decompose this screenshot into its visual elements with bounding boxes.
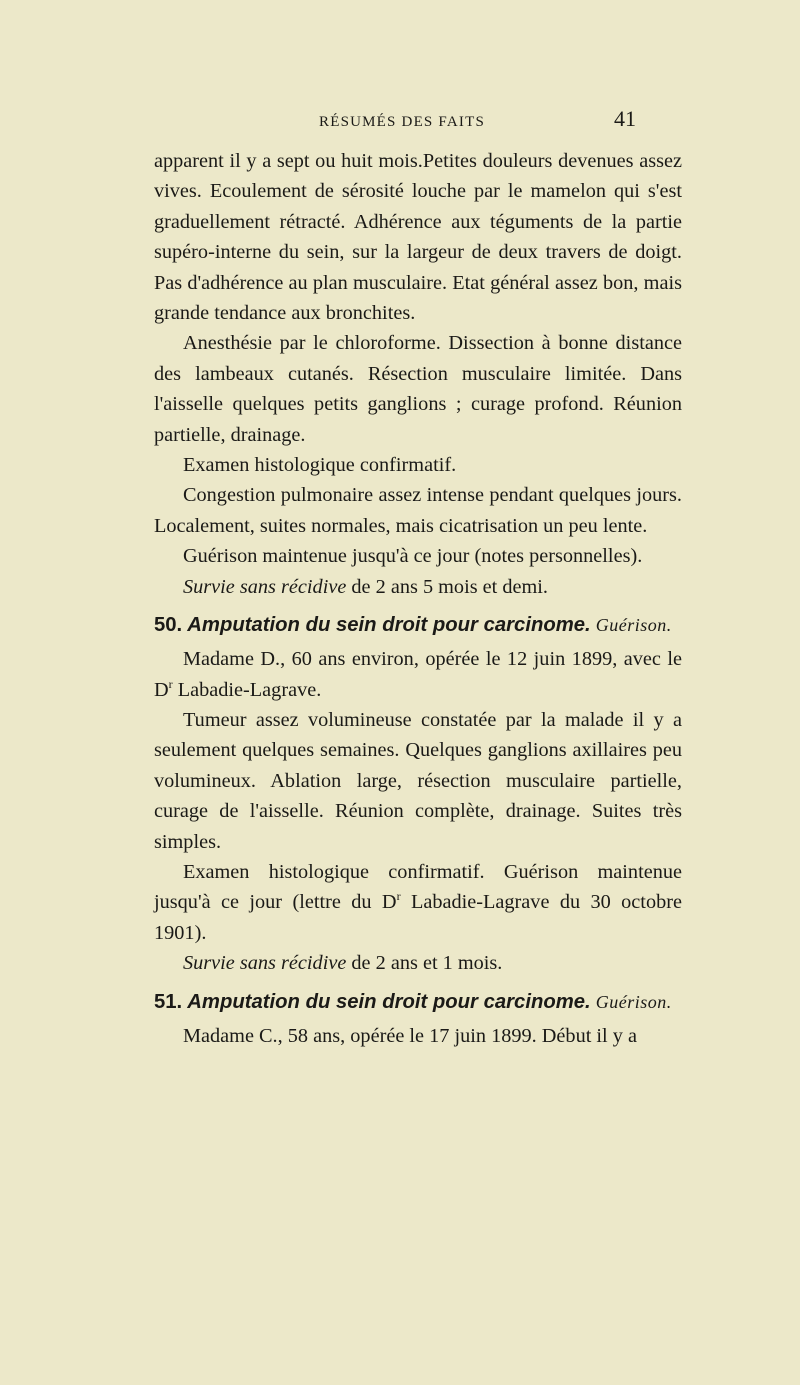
paragraph: Examen histologique confirmatif. — [183, 454, 457, 477]
survival-duration: de 2 ans et 1 mois. — [346, 952, 503, 975]
paragraph: Congestion pulmonaire assez intense pendant quelques jours. Localement, suites normales, mais cicatrisation un peu lente. — [154, 484, 682, 537]
survival-line — [154, 572, 682, 602]
case-number: 51. — [154, 990, 183, 1013]
survival-duration: de 2 ans 5 mois et demi. — [346, 575, 548, 598]
case-outcome: Guérison. — [595, 991, 672, 1012]
paragraph: apparent il y a sept ou huit mois.Petites douleurs devenues assez vives. Ecoulement de sérosité louche par le mamelon qui s'est graduellement rétracté. Adhérence aux téguments de la partie supéro-interne du sein, sur la largeur de deux travers de doigt. Pas d'adhérence au plan musculaire. Etat général assez bon, mais grande tendance aux bronchites. — [154, 150, 682, 325]
paragraph: Guérison maintenue jusqu'à ce jour (notes personnelles). — [183, 545, 643, 568]
text-span: Madame D., 60 ans environ, opérée le 12 juin 1899, avec le D — [154, 648, 682, 701]
paragraph: Tumeur assez volumineuse constatée par la malade il y a seulement quelques semaines. Quelques ganglions axillaires peu volumineux. Ablation large, résection musculaire partielle, curage de l'aisselle. Réunion complète, drainage. Suites très simples. — [154, 708, 682, 853]
paragraph — [154, 857, 682, 948]
case-outcome: Guérison. — [595, 615, 672, 636]
case-title: Amputation du sein droit pour carcinome. — [187, 614, 591, 637]
superscript: r — [168, 676, 173, 691]
running-title: RÉSUMÉS DES FAITS — [319, 114, 485, 130]
text-span: Examen histologique confirmatif. Guérison maintenue jusqu'à ce jour (lettre du D — [154, 860, 682, 914]
paragraph: Anesthésie par le chloroforme. Dissection à bonne distance des lambeaux cutanés. Résection musculaire limitée. Dans l'aisselle quelques petits ganglions ; curage profond. Réunion partielle, drainage. — [154, 332, 682, 446]
survival-line — [154, 948, 682, 978]
case-title: Amputation du sein droit pour carcinome. — [187, 990, 591, 1013]
case-heading — [154, 987, 682, 1017]
text-span: Labadie-Lagrave du 30 octobre 1901). — [154, 891, 682, 944]
body-text — [154, 146, 682, 1051]
text-span: Labadie-Lagrave. — [172, 678, 322, 701]
survival-label: Survie sans récidive — [183, 952, 347, 975]
paragraph — [154, 644, 682, 705]
page-number: 41 — [614, 106, 636, 131]
case-heading — [154, 610, 682, 640]
survival-label: Survie sans récidive — [183, 575, 347, 598]
case-number: 50. — [154, 614, 183, 637]
paragraph: Madame C., 58 ans, opérée le 17 juin 1899. Début il y a — [183, 1024, 637, 1047]
superscript: r — [396, 889, 401, 904]
